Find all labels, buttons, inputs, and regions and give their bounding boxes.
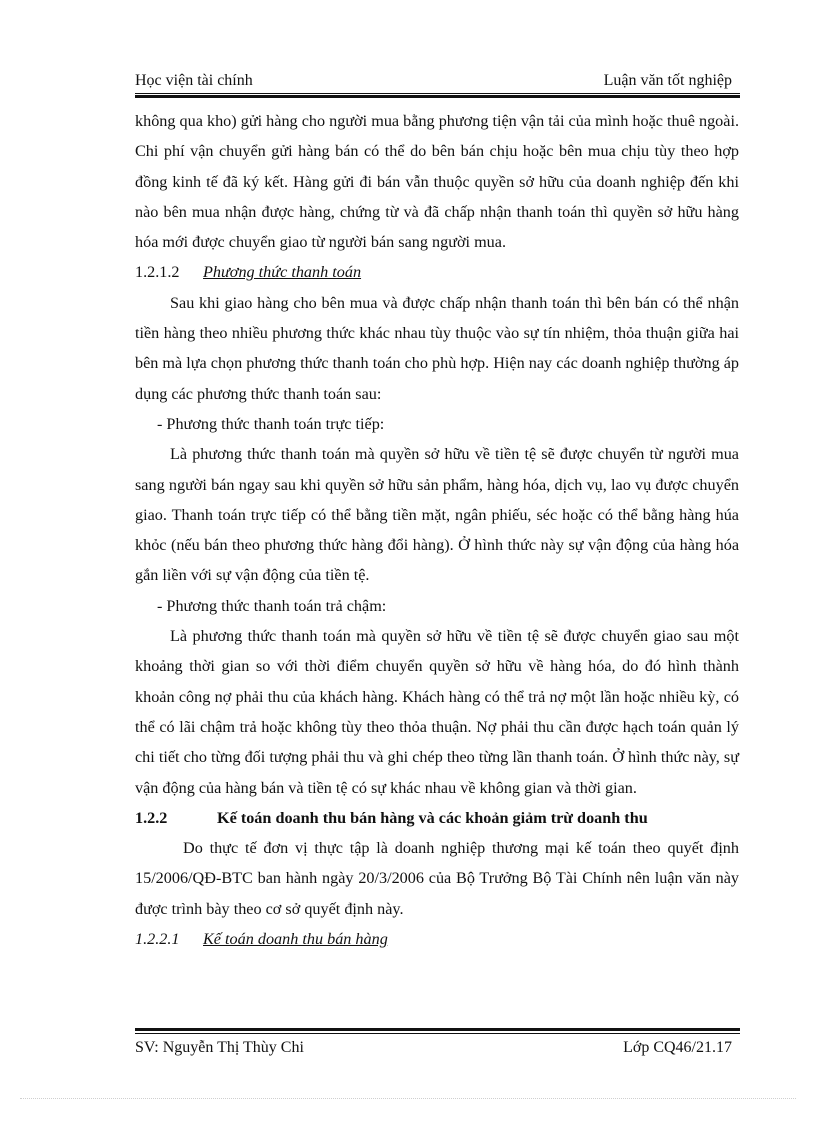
bullet-deferred-payment: - Phương thức thanh toán trả chậm:	[157, 596, 387, 615]
header-rule-thick	[135, 95, 740, 98]
subsection-title: Kế toán doanh thu bán hàng	[203, 930, 388, 949]
header-rule-thin	[135, 93, 740, 94]
section-heading-revenue	[135, 803, 739, 833]
section-number: 1.2.2	[135, 808, 168, 827]
subsection-number: 1.2.2.1	[135, 930, 180, 949]
paragraph-continued: không qua kho) gửi hàng cho người mua bằng phương tiện vận tải của mình hoặc thuê ngoài. Chi phí vận chuyển gửi hàng bán có thể do bên bán chịu hoặc bên mua chịu tùy theo hợp đồng kinh tế đã ký kết. Hàng gửi đi bán vẫn thuộc quyền sở hữu của doanh nghiệp đến khi nào bên mua nhận được hàng, chứng từ và đã chấp nhận thanh toán thì quyền sở hữu hàng hóa mới được chuyển giao từ người bán sang người mua.	[135, 112, 739, 252]
footer-class: Lớp CQ46/21.17	[623, 1039, 732, 1056]
footer-rule-thin	[135, 1033, 740, 1034]
paragraph-payment-intro: Sau khi giao hàng cho bên mua và được chấp nhận thanh toán thì bên bán có thể nhận tiền hàng theo nhiều phương thức khác nhau tùy thuộc vào sự tín nhiệm, thỏa thuận giữa hai bên mà lựa chọn phương thức thanh toán cho phù hợp. Hiện nay các doanh nghiệp thường áp dụng các phương thức thanh toán sau:	[135, 293, 739, 403]
paragraph-deferred-payment: Là phương thức thanh toán mà quyền sở hữu về tiền tệ sẽ được chuyển giao sau một khoảng thời gian so với thời điểm chuyển quyền sở hữu về hàng hóa, do đó hình thành khoản công nợ phải thu của khách hàng. Khách hàng có thể trả nợ một lần hoặc nhiều kỳ, có thể có lãi chậm trả hoặc không tùy theo thỏa thuận. Nợ phải thu cần được hạch toán quản lý chi tiết cho từng đối tượng phải thu và ghi chép theo từng lần thanh toán. Ở hình thức này, sự vận động của hàng bán và tiền tệ có sự khác nhau về không gian và thời gian.	[135, 627, 739, 797]
subsection-heading-sales-revenue	[135, 924, 739, 954]
body-text	[135, 106, 739, 954]
subsection-heading-payment	[135, 257, 739, 287]
header-institution: Học viện tài chính	[135, 72, 253, 89]
subsection-number: 1.2.1.2	[135, 263, 180, 282]
page-header	[135, 72, 740, 92]
page-boundary-line	[20, 1098, 796, 1099]
header-doc-type: Luận văn tốt nghiệp	[603, 72, 732, 89]
paragraph-direct-payment: Là phương thức thanh toán mà quyền sở hữu về tiền tệ sẽ được chuyển từ người mua sang người bán ngay sau khi quyền sở hữu sản phẩm, hàng hóa, dịch vụ, lao vụ được chuyển giao. Thanh toán trực tiếp có thể bằng tiền mặt, ngân phiếu, séc hoặc có thể bằng hàng húa khỏc (nếu bán theo phương thức hàng đổi hàng). Ở hình thức này sự vận động của hàng hóa gắn liền với sự vận động của tiền tệ.	[135, 445, 739, 585]
bullet-direct-payment: - Phương thức thanh toán trực tiếp:	[157, 414, 385, 433]
page-footer	[135, 1039, 740, 1061]
paragraph-basis: Do thực tế đơn vị thực tập là doanh nghiệp thương mại kế toán theo quyết định 15/2006/QĐ-BTC ban hành ngày 20/3/2006 của Bộ Trưởng Bộ Tài Chính nên luận văn này được trình bày theo cơ sở quyết định này.	[135, 839, 739, 918]
section-title: Kế toán doanh thu bán hàng và các khoản giảm trừ doanh thu	[217, 808, 648, 827]
footer-rule-thick	[135, 1028, 740, 1031]
footer-student: SV: Nguyễn Thị Thùy Chi	[135, 1039, 304, 1056]
subsection-title: Phương thức thanh toán	[203, 263, 362, 282]
